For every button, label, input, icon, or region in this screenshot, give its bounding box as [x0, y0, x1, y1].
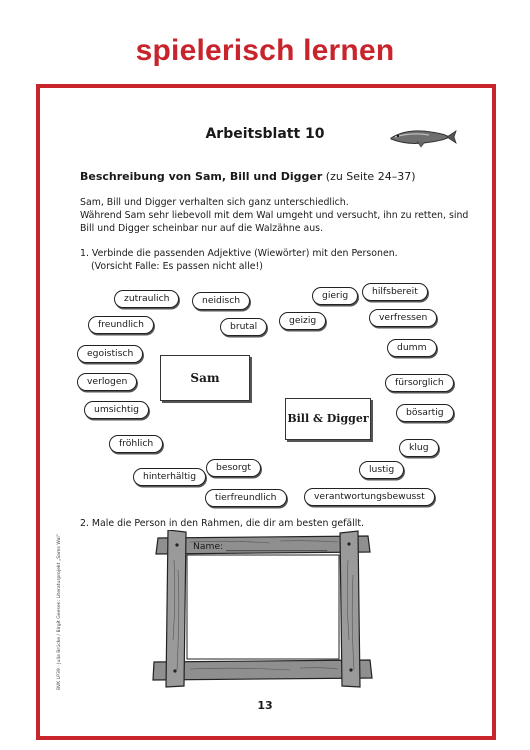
task-1-instruction: 1. Verbinde die passenden Adjektive (Wiewörter) mit den Personen.: [80, 248, 398, 259]
adjective-lustig[interactable]: lustig: [359, 461, 404, 479]
person-box-bill-digger[interactable]: Bill & Digger: [285, 398, 371, 440]
picture-frame-icon: [150, 530, 375, 688]
adjective-besorgt[interactable]: besorgt: [206, 459, 261, 477]
adjective-fuersorglich[interactable]: fürsorglich: [385, 374, 454, 392]
adjective-verlogen[interactable]: verlogen: [77, 373, 137, 391]
intro-text: [80, 196, 470, 235]
adjective-freundlich[interactable]: freundlich: [88, 316, 154, 334]
worksheet-title: Arbeitsblatt 10: [205, 126, 325, 142]
task-1-hint: (Vorsicht Falle: Es passen nicht alle!): [91, 261, 263, 272]
intro-line: Während Sam sehr liebevoll mit dem Wal umgeht und versucht, ihn zu retten, sind: [80, 210, 469, 221]
adjective-dumm[interactable]: dumm: [387, 339, 437, 357]
adjective-froehlich[interactable]: fröhlich: [109, 435, 163, 453]
adjective-verfressen[interactable]: verfressen: [369, 309, 437, 327]
adjective-hilfsbereit[interactable]: hilfsbereit: [362, 283, 428, 301]
adjective-egoistisch[interactable]: egoistisch: [77, 345, 143, 363]
subtitle-page-ref: (zu Seite 24–37): [322, 170, 416, 183]
side-credit: BVK LP39 · Julia Brücke / Birgit Geesen: Literaturprojekt „Sams Wal“: [57, 533, 62, 690]
page-number: 13: [257, 699, 273, 712]
adjective-brutal[interactable]: brutal: [220, 318, 267, 336]
name-field-label: Name: ______________________: [193, 541, 328, 552]
adjective-tierfreundlich[interactable]: tierfreundlich: [205, 489, 287, 507]
adjective-boesartig[interactable]: bösartig: [396, 404, 454, 422]
adjective-verantwortungsbewusst[interactable]: verantwortungsbewusst: [304, 488, 435, 506]
adjective-zutraulich[interactable]: zutraulich: [114, 290, 179, 308]
adjective-hinterhaeltig[interactable]: hinterhältig: [133, 468, 206, 486]
fish-icon: [387, 122, 457, 152]
person-box-sam[interactable]: Sam: [160, 355, 250, 401]
page-header-title: spielerisch lernen: [135, 34, 395, 67]
subtitle-bold: Beschreibung von Sam, Bill und Digger: [80, 170, 323, 183]
adjective-geizig[interactable]: geizig: [279, 312, 326, 330]
task-2-instruction: 2. Male die Person in den Rahmen, die dir am besten gefällt.: [80, 518, 365, 529]
intro-line: Bill und Digger scheinbar nur auf die Walzähne aus.: [80, 223, 324, 234]
worksheet-subtitle: [80, 170, 415, 183]
adjective-umsichtig[interactable]: umsichtig: [84, 401, 149, 419]
intro-line: Sam, Bill und Digger verhalten sich ganz unterschiedlich.: [80, 197, 349, 208]
adjective-neidisch[interactable]: neidisch: [192, 292, 250, 310]
adjective-klug[interactable]: klug: [399, 439, 439, 457]
adjective-gierig[interactable]: gierig: [312, 287, 358, 305]
